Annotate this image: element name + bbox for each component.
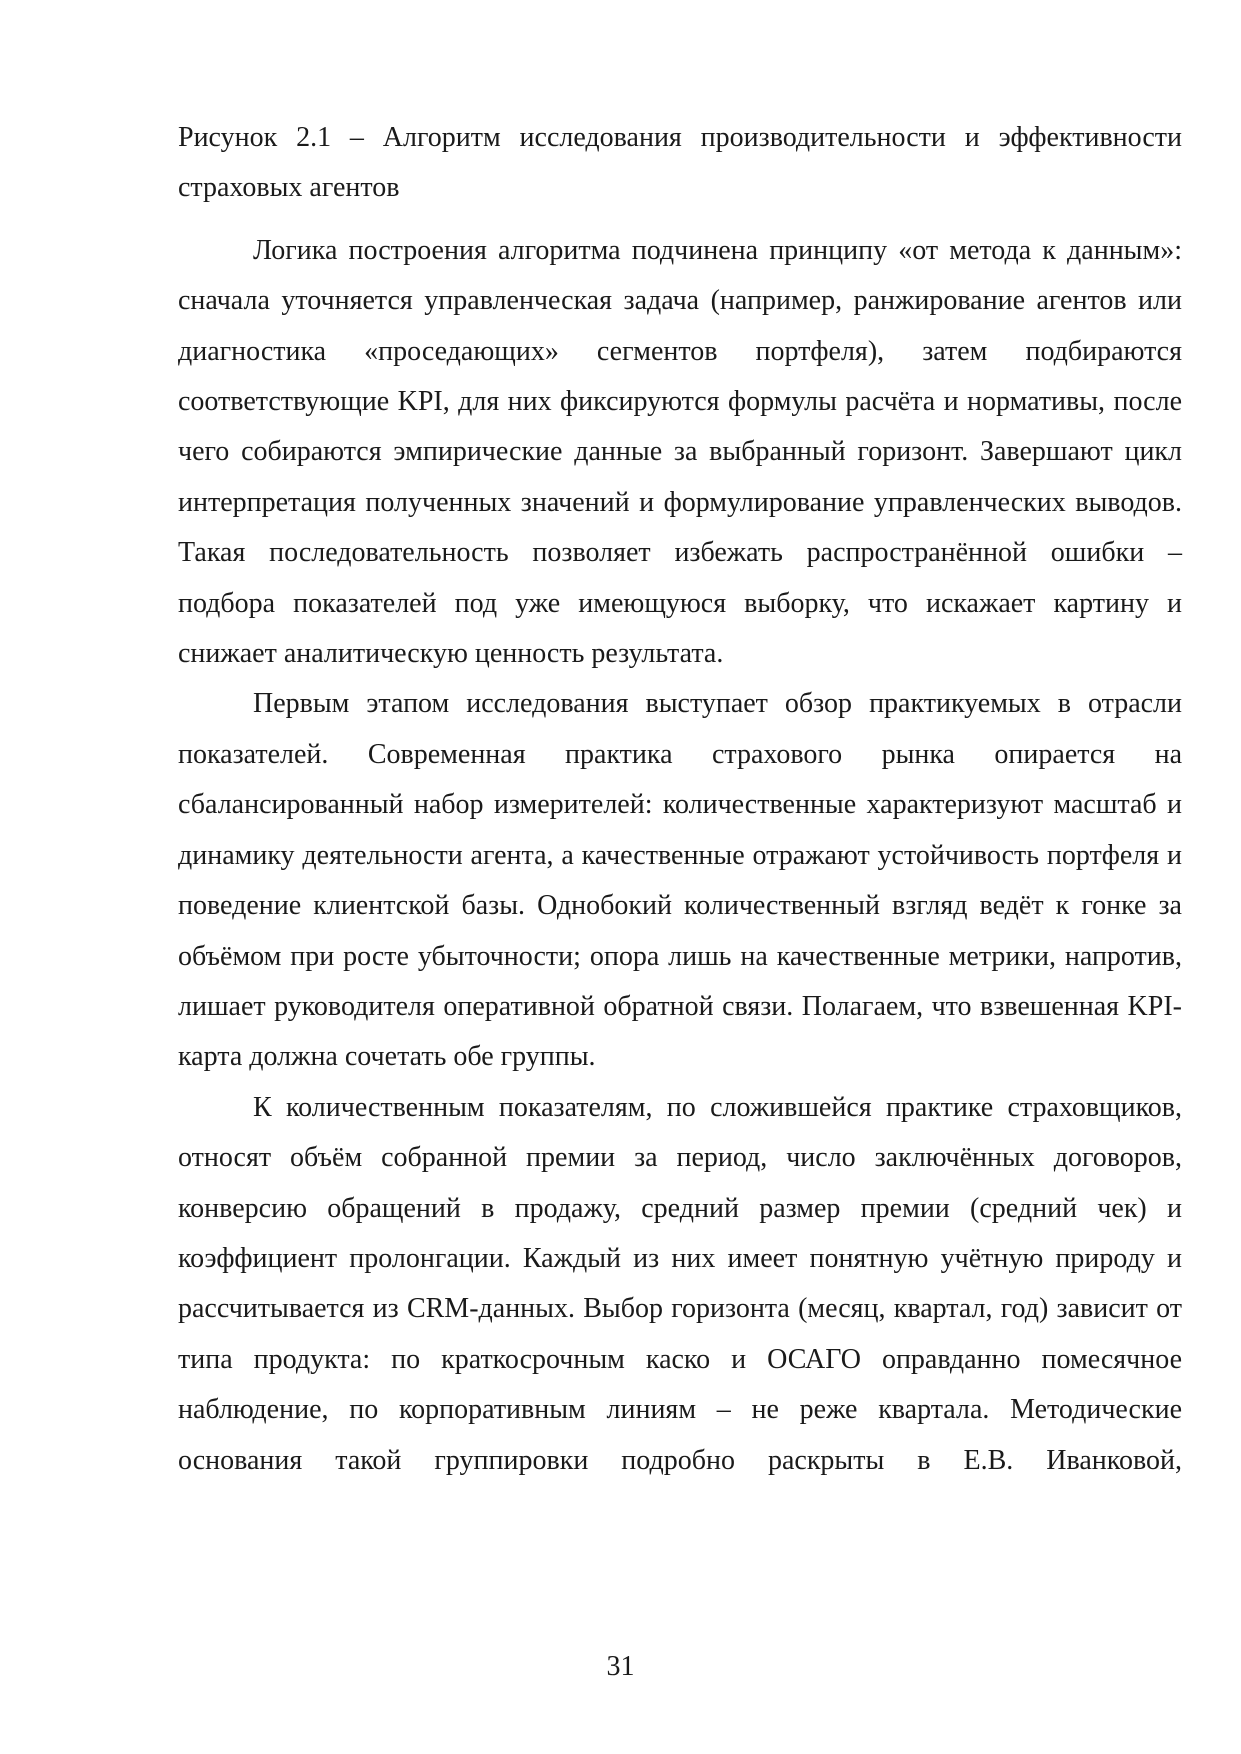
page-number: 31 xyxy=(606,1651,635,1682)
page-body xyxy=(178,113,1182,1486)
body-paragraph-1: Логика построения алгоритма подчинена принципу «от метода к данным»: сначала уточняется управленческая задача (например, ранжирование агентов или диагностика «проседающих» сегментов портфеля), затем подбираются соответствующие KPI, для них фиксируются формулы расчёта и нормативы, после чего собираются эмпирические данные за выбранный горизонт. Завершают цикл интерпретация полученных значений и формулирование управленческих выводов. Такая последовательность позволяет избежать распространённой ошибки – подбора показателей под уже имеющуюся выборку, что искажает картину и снижает аналитическую ценность результата. xyxy=(178,234,1182,670)
body-paragraph-2: Первым этапом исследования выступает обзор практикуемых в отрасли показателей. Современная практика страхового рынка опирается на сбалансированный набор измерителей: количественные характеризуют масштаб и динамику деятельности агента, а качественные отражают устойчивость портфеля и поведение клиентской базы. Однобокий количественный взгляд ведёт к гонке за объёмом при росте убыточности; опора лишь на качественные метрики, напротив, лишает руководителя оперативной обратной связи. Полагаем, что взвешенная KPI-карта должна сочетать обе группы. xyxy=(178,688,1182,1073)
figure-caption: Рисунок 2.1 – Алгоритм исследования производительности и эффективности страховых агентов xyxy=(178,122,1182,204)
body-paragraph-3: К количественным показателям, по сложившейся практике страховщиков, относят объём собранной премии за период, число заключённых договоров, конверсию обращений в продажу, средний размер премии (средний чек) и коэффициент пролонгации. Каждый из них имеет понятную учётную природу и рассчитывается из CRM-данных. Выбор горизонта (месяц, квартал, год) зависит от типа продукта: по краткосрочным каско и ОСАГО оправданно помесячное наблюдение, по корпоративным линиям – не реже квартала. Методические основания такой группировки подробно раскрыты в Е.В. Иванковой, xyxy=(178,1091,1182,1476)
